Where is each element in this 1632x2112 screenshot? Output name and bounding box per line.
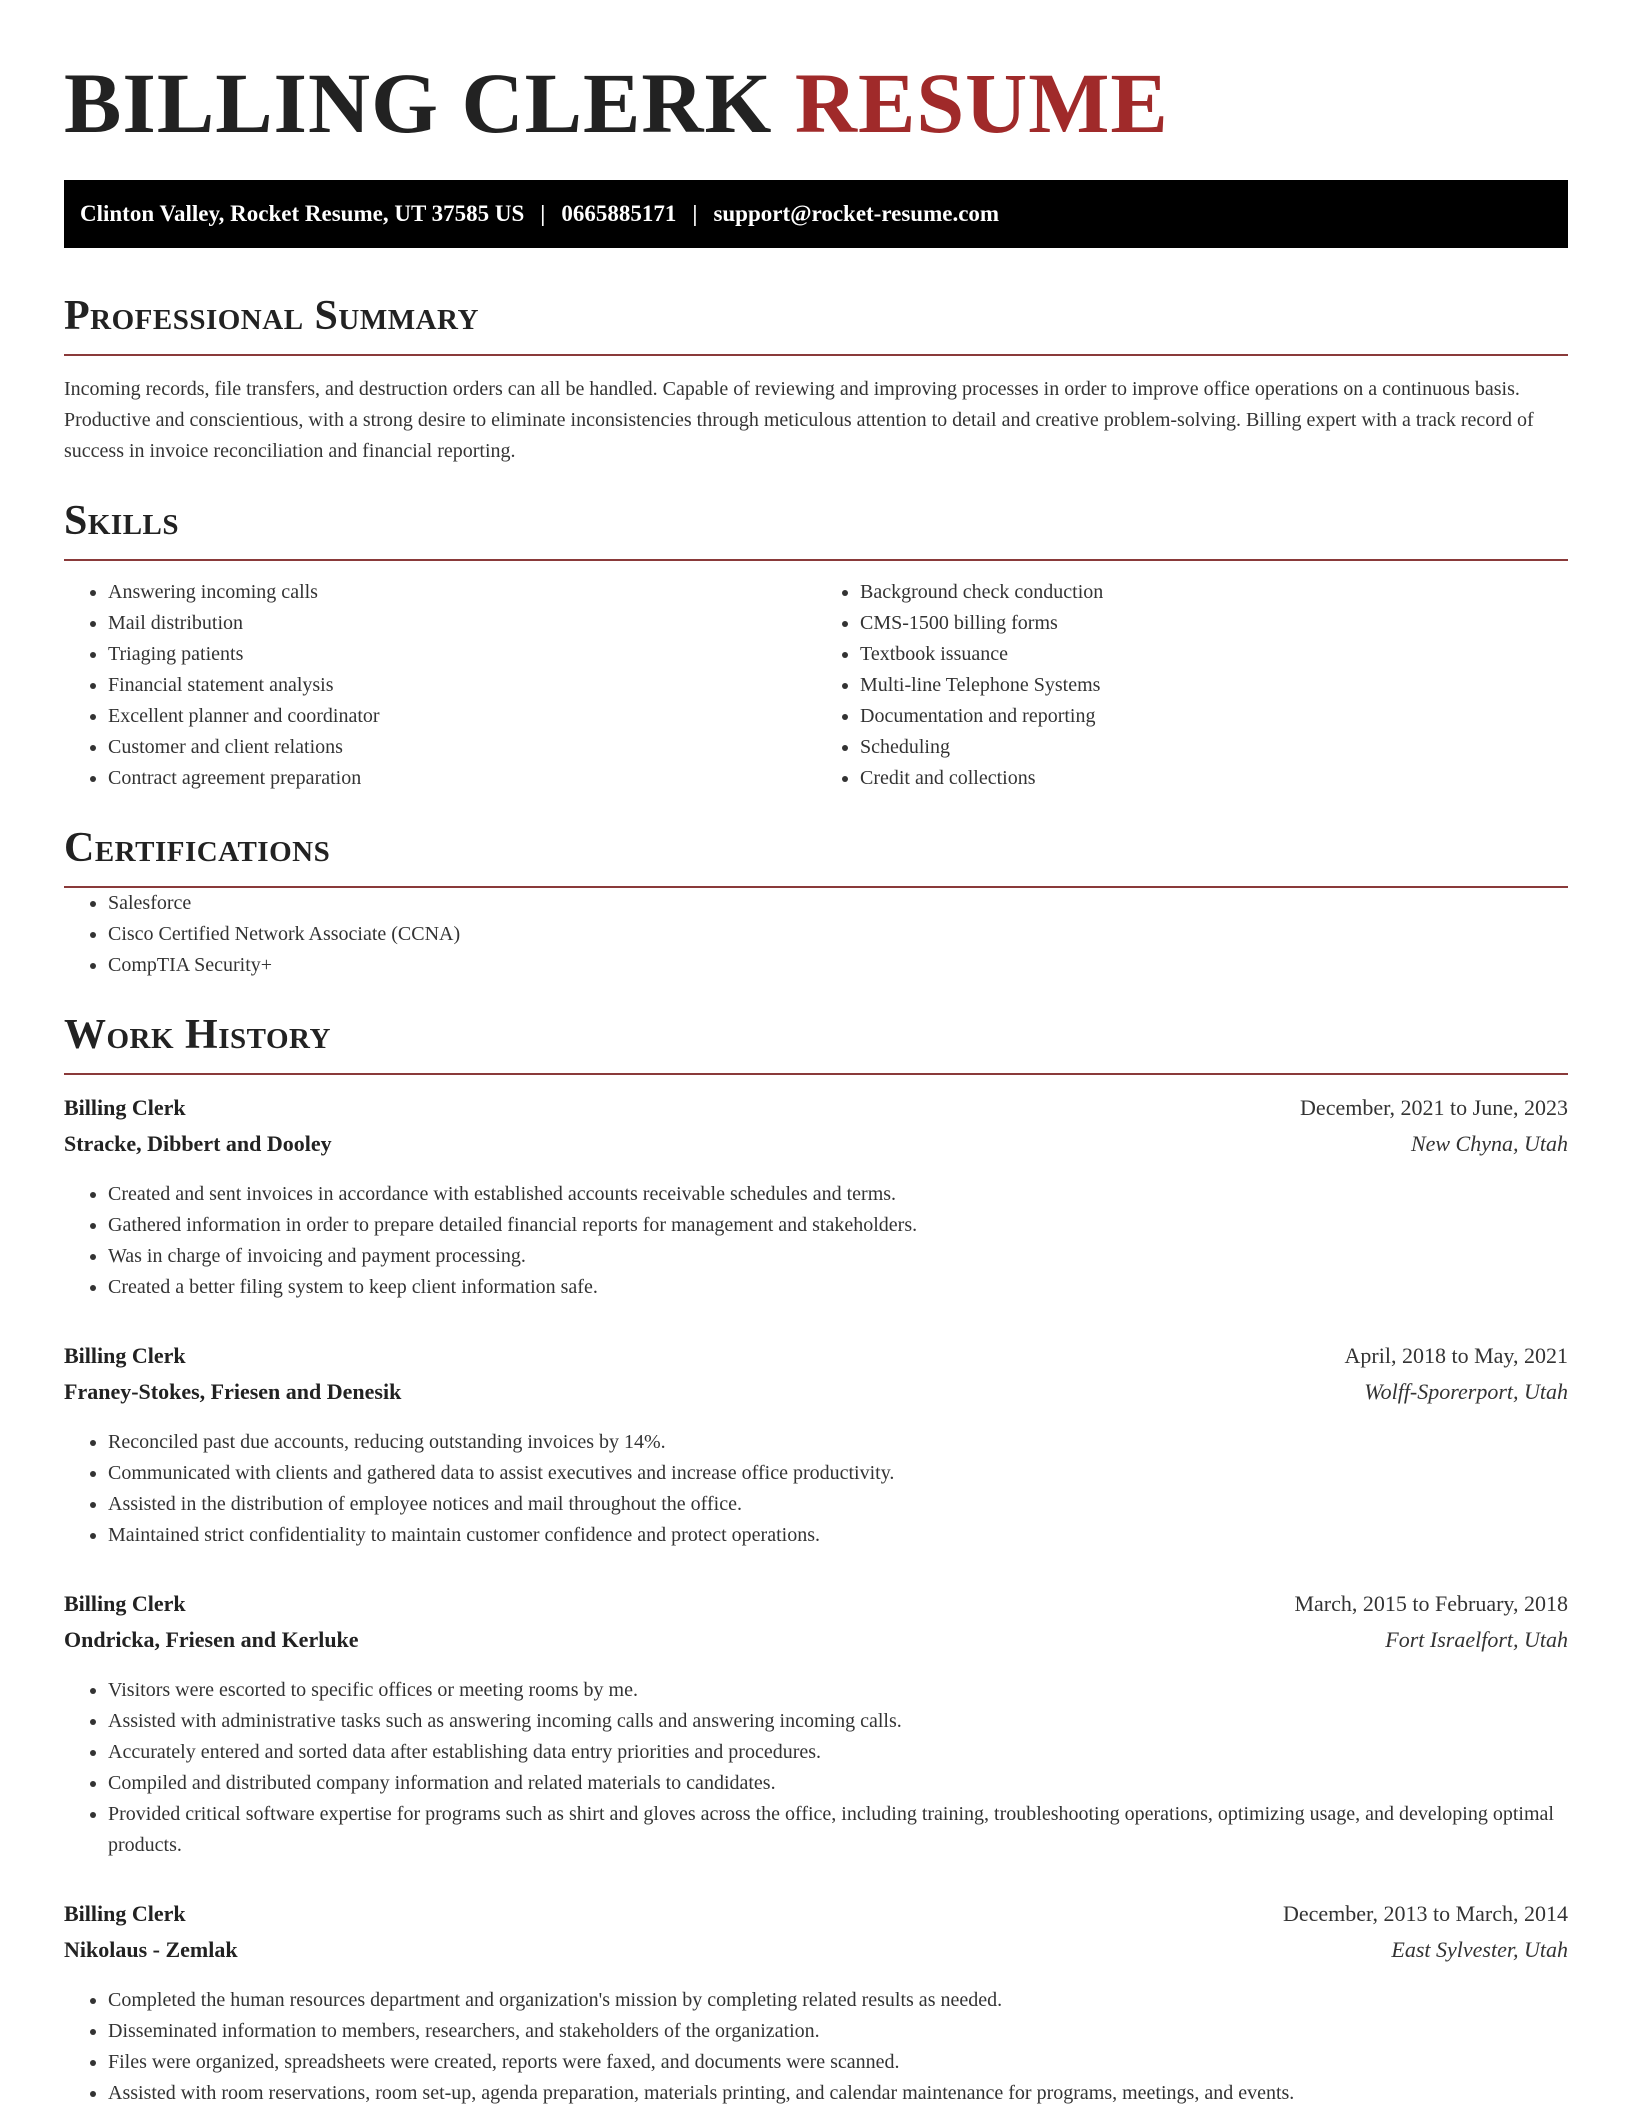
list-item: • Triaging patients xyxy=(108,639,816,670)
list-item: • Financial statement analysis xyxy=(108,670,816,701)
job-company-row xyxy=(64,1937,1568,1973)
job-title: Billing Clerk xyxy=(64,1901,186,1926)
job-entry xyxy=(64,1901,1568,2109)
list-item: • Answering incoming calls xyxy=(108,577,816,608)
job-header-row xyxy=(64,1901,1568,1937)
job-company-row xyxy=(64,1379,1568,1415)
job-company-row xyxy=(64,1627,1568,1663)
title-main: BILLING CLERK xyxy=(64,55,773,151)
job-dates: March, 2015 to February, 2018 xyxy=(1294,1591,1568,1616)
list-item: • Created and sent invoices in accordance with established accounts receivable schedules and terms. xyxy=(108,1179,1568,1210)
job-company: Nikolaus - Zemlak xyxy=(64,1937,238,1962)
list-item: • Reconciled past due accounts, reducing outstanding invoices by 14%. xyxy=(108,1427,1568,1458)
job-bullets xyxy=(64,1179,1568,1303)
list-item: • Cisco Certified Network Associate (CCNA) xyxy=(108,919,1568,950)
skills-heading: Skills xyxy=(64,497,1568,561)
list-item: • Accurately entered and sorted data after establishing data entry priorities and procedures. xyxy=(108,1737,1568,1768)
job-dates: April, 2018 to May, 2021 xyxy=(1344,1343,1568,1368)
list-item: • Maintained strict confidentiality to maintain customer confidence and protect operations. xyxy=(108,1520,1568,1551)
list-item: • Background check conduction xyxy=(860,577,1568,608)
skills-list-left xyxy=(64,577,816,794)
resume-title xyxy=(64,56,1568,150)
contact-email[interactable]: support@rocket-resume.com xyxy=(713,201,1000,226)
skills-list-right xyxy=(816,577,1568,794)
job-title: Billing Clerk xyxy=(64,1095,186,1120)
work-history-section xyxy=(64,1011,1568,2109)
list-item: • Assisted with administrative tasks such as answering incoming calls and answering incoming calls. xyxy=(108,1706,1568,1737)
list-item: • Customer and client relations xyxy=(108,732,816,763)
summary-heading: Professional Summary xyxy=(64,292,1568,356)
job-dates: December, 2021 to June, 2023 xyxy=(1300,1095,1568,1120)
list-item: • CompTIA Security+ xyxy=(108,950,1568,981)
certifications-section xyxy=(64,824,1568,981)
job-bullets xyxy=(64,1427,1568,1551)
list-item: • Disseminated information to members, researchers, and stakeholders of the organization. xyxy=(108,2016,1568,2047)
job-location: Wolff-Sporerport, Utah xyxy=(1364,1379,1568,1404)
skills-section xyxy=(64,497,1568,794)
job-header-row xyxy=(64,1343,1568,1379)
job-title: Billing Clerk xyxy=(64,1591,186,1616)
jobs-container xyxy=(64,1095,1568,2109)
contact-phone[interactable]: 0665885171 xyxy=(561,201,677,226)
list-item: • Multi-line Telephone Systems xyxy=(860,670,1568,701)
list-item: • Completed the human resources department and organization's mission by completing related results as needed. xyxy=(108,1985,1568,2016)
certifications-heading: Certifications xyxy=(64,824,1568,888)
skills-columns xyxy=(64,577,1568,794)
job-entry xyxy=(64,1095,1568,1303)
list-item: • Provided critical software expertise for programs such as shirt and gloves across the office, including training, troubleshooting operations, optimizing usage, and developing optimal products. xyxy=(108,1799,1568,1861)
list-item: • Communicated with clients and gathered data to assist executives and increase office productivity. xyxy=(108,1458,1568,1489)
job-location: Fort Israelfort, Utah xyxy=(1385,1627,1568,1652)
list-item: • Assisted with room reservations, room set-up, agenda preparation, materials printing, and calendar maintenance for programs, meetings, and events. xyxy=(108,2078,1568,2109)
job-company-row xyxy=(64,1131,1568,1167)
job-location: New Chyna, Utah xyxy=(1410,1131,1568,1156)
summary-section xyxy=(64,292,1568,467)
list-item: • Was in charge of invoicing and payment processing. xyxy=(108,1241,1568,1272)
job-bullets xyxy=(64,1985,1568,2109)
contact-address: Clinton Valley, Rocket Resume, UT 37585 US xyxy=(80,201,525,226)
summary-text: Incoming records, file transfers, and destruction orders can all be handled. Capable of reviewing and improving processes in order to improve office operations on a continuous basis. Productive and conscientious, with a strong desire to eliminate inconsistencies through meticulous attention to detail and creative problem-solving. Billing expert with a track record of success in invoice reconciliation and financial reporting. xyxy=(64,378,1534,462)
list-item: • Gathered information in order to prepare detailed financial reports for management and stakeholders. xyxy=(108,1210,1568,1241)
job-entry xyxy=(64,1343,1568,1551)
list-item: • Excellent planner and coordinator xyxy=(108,701,816,732)
list-item: • Contract agreement preparation xyxy=(108,763,816,794)
list-item: • Textbook issuance xyxy=(860,639,1568,670)
job-location: East Sylvester, Utah xyxy=(1391,1937,1568,1962)
list-item: • Documentation and reporting xyxy=(860,701,1568,732)
job-header-row xyxy=(64,1095,1568,1131)
list-item: • Assisted in the distribution of employee notices and mail throughout the office. xyxy=(108,1489,1568,1520)
contact-separator: | xyxy=(540,201,546,226)
job-entry xyxy=(64,1591,1568,1861)
job-company: Stracke, Dibbert and Dooley xyxy=(64,1131,332,1156)
job-dates: December, 2013 to March, 2014 xyxy=(1282,1901,1568,1926)
title-accent: RESUME xyxy=(794,55,1169,151)
job-company: Ondricka, Friesen and Kerluke xyxy=(64,1627,359,1652)
list-item: • Visitors were escorted to specific offices or meeting rooms by me. xyxy=(108,1675,1568,1706)
list-item: • Compiled and distributed company information and related materials to candidates. xyxy=(108,1768,1568,1799)
list-item: • Scheduling xyxy=(860,732,1568,763)
list-item: • CMS-1500 billing forms xyxy=(860,608,1568,639)
job-company: Franey-Stokes, Friesen and Denesik xyxy=(64,1379,402,1404)
certifications-list xyxy=(64,888,1568,981)
list-item: • Salesforce xyxy=(108,888,1568,919)
job-title: Billing Clerk xyxy=(64,1343,186,1368)
list-item: • Credit and collections xyxy=(860,763,1568,794)
contact-separator: | xyxy=(692,201,698,226)
work-history-heading: Work History xyxy=(64,1011,1568,1075)
contact-bar xyxy=(64,180,1568,248)
list-item: • Files were organized, spreadsheets were created, reports were faxed, and documents were scanned. xyxy=(108,2047,1568,2078)
job-header-row xyxy=(64,1591,1568,1627)
list-item: • Created a better filing system to keep client information safe. xyxy=(108,1272,1568,1303)
list-item: • Mail distribution xyxy=(108,608,816,639)
job-bullets xyxy=(64,1675,1568,1861)
